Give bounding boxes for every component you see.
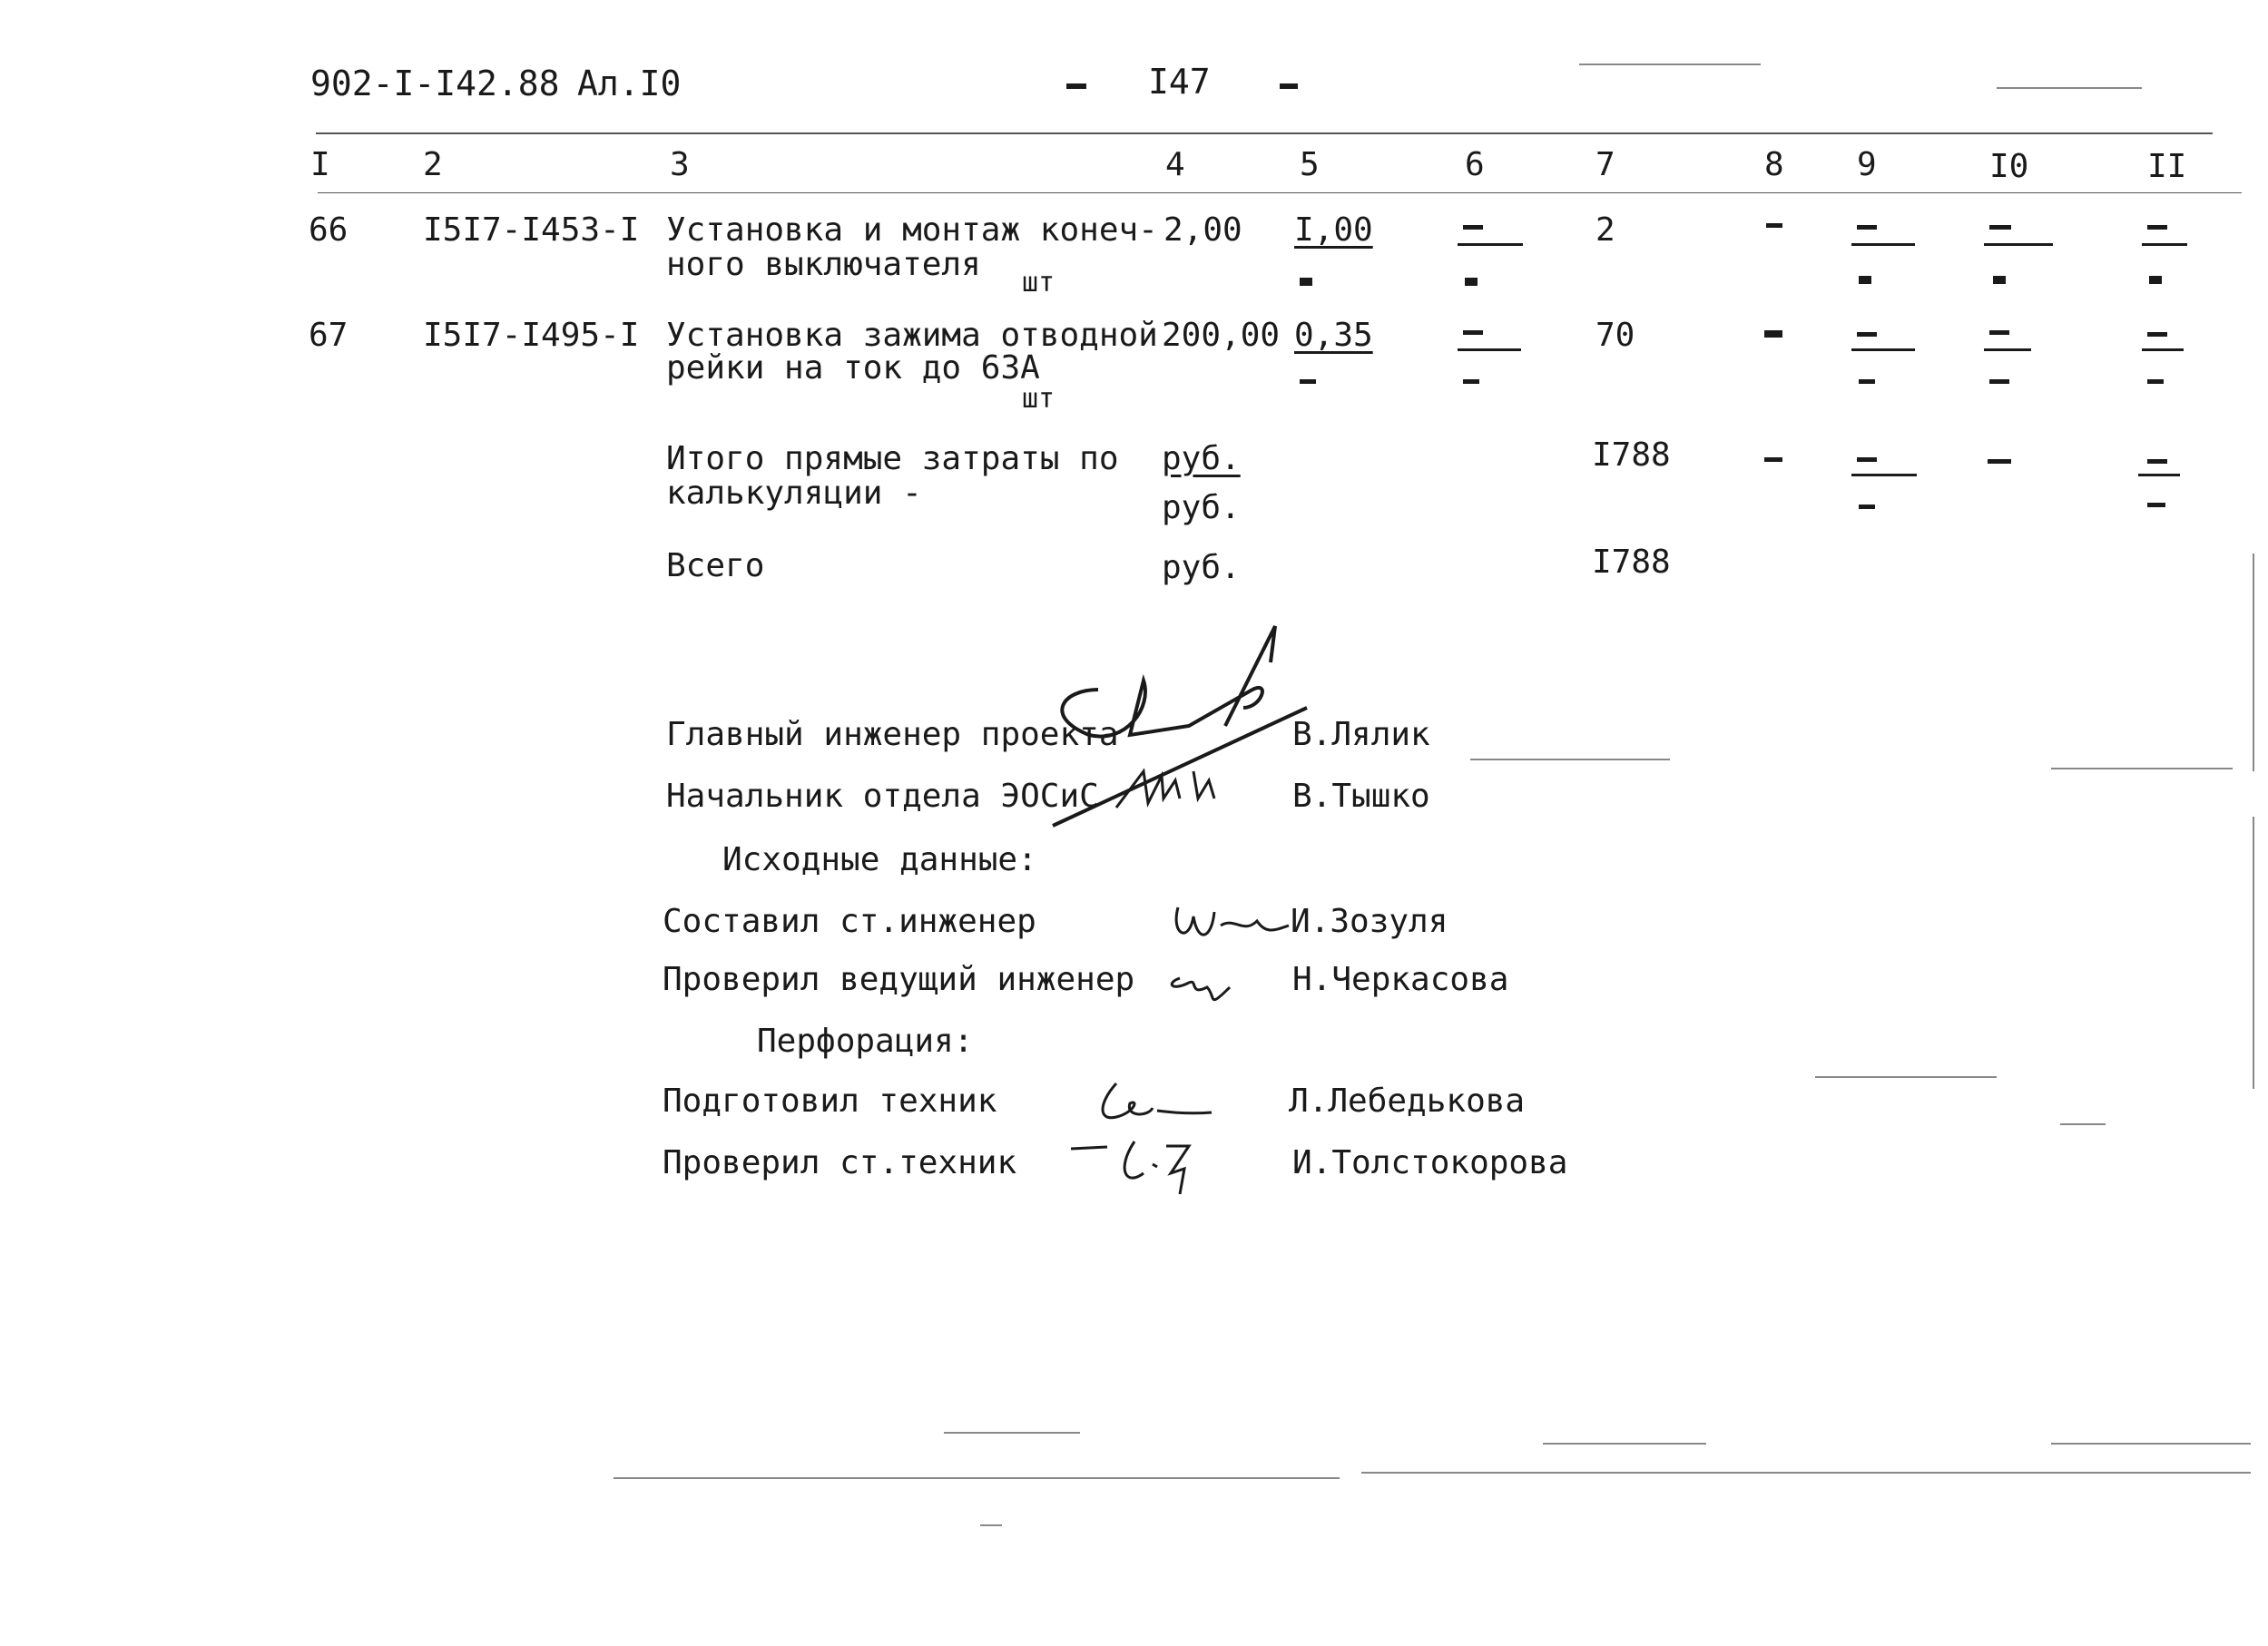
source-data-heading: Исходные данные: xyxy=(722,841,1037,878)
checked-lead-name: Н.Черкасова xyxy=(1292,961,1509,998)
empty-mark xyxy=(1465,278,1478,286)
column-number: I xyxy=(310,146,330,183)
scan-line xyxy=(2253,817,2254,1089)
scan-line xyxy=(1361,1472,2251,1474)
empty-dash xyxy=(1764,330,1782,338)
compiled-by-label: Составил ст.инженер xyxy=(663,903,1036,940)
row-value-col4: 200,00 xyxy=(1162,317,1281,354)
compiled-by-name: И.Зозуля xyxy=(1291,903,1448,940)
prepared-by-name: Л.Лебедькова xyxy=(1289,1083,1526,1120)
prepared-by-signature xyxy=(1089,1076,1216,1134)
row-description: Установка и монтаж конеч- xyxy=(666,211,1158,249)
row-code: I5I7-I495-I xyxy=(423,317,640,354)
column-number: 7 xyxy=(1595,146,1615,183)
empty-dash xyxy=(1463,379,1479,384)
page-number-dash-right xyxy=(1280,83,1298,89)
scan-line xyxy=(944,1432,1080,1434)
checked-lead-signature xyxy=(1162,960,1252,1018)
column-number: 3 xyxy=(670,146,690,183)
header-rule xyxy=(316,132,2213,134)
empty-dash xyxy=(2147,332,2167,337)
chief-engineer-label: Главный инженер проекта xyxy=(666,716,1119,753)
column-number: 4 xyxy=(1165,146,1185,183)
totals-all-value: I788 xyxy=(1592,544,1671,581)
scan-line xyxy=(980,1524,1002,1526)
empty-dash xyxy=(1458,243,1523,246)
column-number: 8 xyxy=(1764,146,1784,183)
totals-direct-unit: руб. xyxy=(1162,440,1241,477)
chief-engineer-name: В.Лялик xyxy=(1292,716,1430,753)
empty-dash xyxy=(1984,243,2053,246)
dept-head-signature xyxy=(1107,753,1243,820)
empty-dash xyxy=(2138,474,2180,476)
scan-line xyxy=(1997,87,2142,89)
column-number: 2 xyxy=(423,146,443,183)
perforation-heading: Перфорация: xyxy=(757,1023,974,1060)
checked-tech-label: Проверил ст.техник xyxy=(663,1144,1017,1181)
empty-dash xyxy=(2142,243,2187,246)
row-description: рейки на ток до 63А xyxy=(666,349,1040,387)
compiled-by-signature xyxy=(1171,898,1298,956)
checked-lead-label: Проверил ведущий инженер xyxy=(663,961,1135,998)
scan-line xyxy=(1543,1443,1706,1445)
scan-line xyxy=(614,1477,1340,1479)
totals-all-label: Всего xyxy=(666,547,765,584)
empty-dash xyxy=(1851,243,1915,246)
empty-mark xyxy=(2149,276,2162,284)
empty-dash xyxy=(1857,457,1877,462)
totals-direct-label: Итого прямые затраты по xyxy=(666,440,1119,477)
row-code: I5I7-I453-I xyxy=(423,211,640,249)
empty-dash xyxy=(1463,225,1483,230)
empty-dash xyxy=(2147,379,2164,384)
row-description: Установка зажима отводной xyxy=(666,317,1158,354)
empty-dash xyxy=(2147,225,2167,230)
totals-direct-label: калькуляции - xyxy=(666,475,922,512)
empty-dash xyxy=(1984,348,2031,351)
empty-dash xyxy=(1988,459,2011,464)
empty-dash xyxy=(1851,348,1915,351)
checked-tech-name: И.Толстокорова xyxy=(1292,1144,1568,1181)
dept-head-name: В.Тышко xyxy=(1292,778,1430,815)
empty-dash xyxy=(1300,379,1316,384)
empty-dash xyxy=(1766,223,1782,228)
column-number: II xyxy=(2147,148,2187,185)
document-code: 902-I-I42.88 xyxy=(310,64,560,103)
dept-head-label: Начальник отдела ЭОСиС xyxy=(666,778,1099,815)
empty-dash xyxy=(2147,503,2165,507)
empty-dash xyxy=(1764,457,1782,462)
row-value-col5: I,00 xyxy=(1294,211,1373,249)
row-value-col4: 2,00 xyxy=(1163,211,1242,249)
scan-line xyxy=(1815,1076,1997,1078)
empty-dash xyxy=(1857,332,1877,337)
column-number: 5 xyxy=(1300,146,1320,183)
empty-dash xyxy=(1859,505,1875,509)
row-unit: шт xyxy=(1022,383,1055,415)
checked-tech-signature xyxy=(1062,1132,1216,1200)
scan-line xyxy=(2253,554,2254,771)
row-description: ного выключателя xyxy=(666,246,981,283)
row-value-col5: 0,35 xyxy=(1294,317,1373,354)
totals-direct-unit: руб. xyxy=(1162,489,1241,526)
prepared-by-label: Подготовил техник xyxy=(663,1083,997,1120)
empty-mark xyxy=(1859,276,1871,284)
scan-line xyxy=(2051,1443,2251,1445)
page-number: I47 xyxy=(1148,62,1211,102)
empty-dash xyxy=(1859,379,1875,384)
totals-direct-value: I788 xyxy=(1592,436,1671,474)
column-number: I0 xyxy=(1989,148,2029,185)
page-number-dash-left xyxy=(1066,83,1086,89)
column-header-rule xyxy=(318,192,2242,193)
column-number: 9 xyxy=(1857,146,1877,183)
scan-line xyxy=(1470,759,1670,760)
column-number: 6 xyxy=(1465,146,1485,183)
row-number: 66 xyxy=(309,211,349,249)
empty-dash xyxy=(1989,225,2011,230)
empty-mark xyxy=(1300,278,1312,286)
row-unit: шт xyxy=(1022,267,1055,299)
scan-line xyxy=(1579,64,1761,65)
empty-dash xyxy=(1463,330,1483,335)
row-value-col7: 70 xyxy=(1595,317,1635,354)
empty-dash xyxy=(2147,459,2167,464)
sheet-label: Ал.I0 xyxy=(577,64,682,103)
row-number: 67 xyxy=(309,317,349,354)
empty-mark xyxy=(1993,276,2006,284)
scan-line xyxy=(2060,1123,2106,1125)
empty-dash xyxy=(1458,348,1521,351)
empty-dash xyxy=(1851,474,1917,476)
empty-dash xyxy=(1989,330,2009,335)
empty-dash xyxy=(1857,225,1877,230)
empty-dash xyxy=(1989,379,2009,384)
scan-line xyxy=(2051,768,2233,769)
totals-all-unit: руб. xyxy=(1162,549,1241,586)
row-value-col7: 2 xyxy=(1595,211,1615,249)
empty-dash xyxy=(2142,348,2184,351)
